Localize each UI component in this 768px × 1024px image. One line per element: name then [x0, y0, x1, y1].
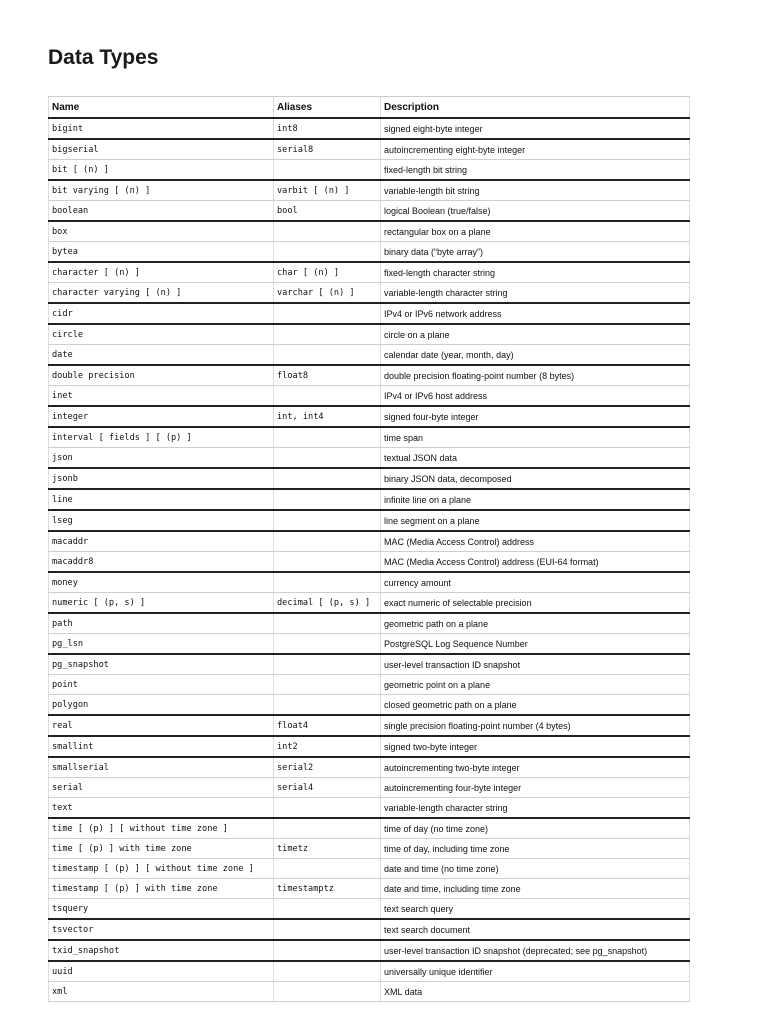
- type-alias-cell: [274, 634, 381, 655]
- type-alias-cell: int2: [274, 736, 381, 757]
- type-alias-cell: [274, 695, 381, 716]
- type-alias-cell: [274, 221, 381, 242]
- type-name-cell: interval [ fields ] [ (p) ]: [49, 427, 274, 448]
- table-row: [49, 572, 690, 593]
- table-row: [49, 940, 690, 961]
- type-alias-cell: char [ (n) ]: [274, 262, 381, 283]
- type-name-cell: txid_snapshot: [49, 940, 274, 961]
- type-alias-cell: [274, 675, 381, 695]
- type-description-cell: date and time, including time zone: [381, 879, 690, 899]
- type-name-cell: macaddr: [49, 531, 274, 552]
- table-row: [49, 303, 690, 324]
- type-alias-cell: [274, 919, 381, 940]
- type-name-cell: real: [49, 715, 274, 736]
- table-row: [49, 201, 690, 222]
- type-description-cell: fixed-length bit string: [381, 160, 690, 181]
- type-alias-cell: varchar [ (n) ]: [274, 283, 381, 304]
- type-description-cell: single precision floating-point number (4 bytes): [381, 715, 690, 736]
- table-row: [49, 736, 690, 757]
- type-description-cell: exact numeric of selectable precision: [381, 593, 690, 614]
- table-row: [49, 448, 690, 469]
- type-name-cell: line: [49, 489, 274, 510]
- table-row: [49, 695, 690, 716]
- type-name-cell: character varying [ (n) ]: [49, 283, 274, 304]
- type-name-cell: time [ (p) ] [ without time zone ]: [49, 818, 274, 839]
- table-row: [49, 899, 690, 920]
- table-row: [49, 427, 690, 448]
- type-description-cell: autoincrementing eight-byte integer: [381, 139, 690, 160]
- type-description-cell: time span: [381, 427, 690, 448]
- table-row: [49, 531, 690, 552]
- type-name-cell: date: [49, 345, 274, 366]
- type-alias-cell: [274, 386, 381, 407]
- type-alias-cell: [274, 859, 381, 879]
- table-row: [49, 778, 690, 798]
- type-alias-cell: serial4: [274, 778, 381, 798]
- table-row: [49, 982, 690, 1002]
- type-name-cell: character [ (n) ]: [49, 262, 274, 283]
- type-name-cell: box: [49, 221, 274, 242]
- table-row: [49, 160, 690, 181]
- table-row: [49, 345, 690, 366]
- type-name-cell: numeric [ (p, s) ]: [49, 593, 274, 614]
- table-row: [49, 961, 690, 982]
- type-description-cell: binary data (“byte array”): [381, 242, 690, 263]
- type-alias-cell: [274, 427, 381, 448]
- table-header: [49, 97, 690, 119]
- type-description-cell: user-level transaction ID snapshot (deprecated; see pg_snapshot): [381, 940, 690, 961]
- type-name-cell: path: [49, 613, 274, 634]
- data-types-table: [48, 96, 690, 1002]
- table-row: [49, 510, 690, 531]
- type-alias-cell: timestamptz: [274, 879, 381, 899]
- type-alias-cell: decimal [ (p, s) ]: [274, 593, 381, 614]
- type-description-cell: closed geometric path on a plane: [381, 695, 690, 716]
- type-description-cell: line segment on a plane: [381, 510, 690, 531]
- type-description-cell: PostgreSQL Log Sequence Number: [381, 634, 690, 655]
- type-description-cell: calendar date (year, month, day): [381, 345, 690, 366]
- type-name-cell: point: [49, 675, 274, 695]
- type-description-cell: signed four-byte integer: [381, 406, 690, 427]
- type-alias-cell: [274, 160, 381, 181]
- type-description-cell: geometric path on a plane: [381, 613, 690, 634]
- type-name-cell: time [ (p) ] with time zone: [49, 839, 274, 859]
- table-row: [49, 859, 690, 879]
- type-alias-cell: [274, 510, 381, 531]
- type-description-cell: MAC (Media Access Control) address: [381, 531, 690, 552]
- table-row: [49, 324, 690, 345]
- table-row: [49, 715, 690, 736]
- type-description-cell: fixed-length character string: [381, 262, 690, 283]
- type-description-cell: logical Boolean (true/false): [381, 201, 690, 222]
- type-alias-cell: [274, 961, 381, 982]
- type-name-cell: json: [49, 448, 274, 469]
- type-alias-cell: float4: [274, 715, 381, 736]
- type-name-cell: timestamp [ (p) ] [ without time zone ]: [49, 859, 274, 879]
- type-description-cell: text search document: [381, 919, 690, 940]
- type-alias-cell: varbit [ (n) ]: [274, 180, 381, 201]
- type-alias-cell: float8: [274, 365, 381, 386]
- header-row: [49, 97, 690, 119]
- type-name-cell: polygon: [49, 695, 274, 716]
- type-name-cell: bit varying [ (n) ]: [49, 180, 274, 201]
- type-description-cell: circle on a plane: [381, 324, 690, 345]
- type-alias-cell: [274, 818, 381, 839]
- type-name-cell: macaddr8: [49, 552, 274, 573]
- type-alias-cell: [274, 531, 381, 552]
- type-description-cell: geometric point on a plane: [381, 675, 690, 695]
- type-name-cell: double precision: [49, 365, 274, 386]
- type-name-cell: xml: [49, 982, 274, 1002]
- type-description-cell: text search query: [381, 899, 690, 920]
- type-alias-cell: serial2: [274, 757, 381, 778]
- type-description-cell: double precision floating-point number (8 bytes): [381, 365, 690, 386]
- type-name-cell: uuid: [49, 961, 274, 982]
- column-header-aliases: Aliases: [274, 97, 381, 119]
- type-description-cell: variable-length bit string: [381, 180, 690, 201]
- type-description-cell: date and time (no time zone): [381, 859, 690, 879]
- type-alias-cell: [274, 468, 381, 489]
- column-header-name: Name: [49, 97, 274, 119]
- table-row: [49, 675, 690, 695]
- type-alias-cell: bool: [274, 201, 381, 222]
- type-alias-cell: [274, 489, 381, 510]
- table-row: [49, 242, 690, 263]
- type-name-cell: money: [49, 572, 274, 593]
- type-alias-cell: serial8: [274, 139, 381, 160]
- type-description-cell: MAC (Media Access Control) address (EUI-64 format): [381, 552, 690, 573]
- type-description-cell: textual JSON data: [381, 448, 690, 469]
- type-description-cell: autoincrementing two-byte integer: [381, 757, 690, 778]
- table-row: [49, 468, 690, 489]
- table-body: [49, 118, 690, 1002]
- type-alias-cell: [274, 899, 381, 920]
- type-description-cell: autoincrementing four-byte integer: [381, 778, 690, 798]
- type-name-cell: pg_snapshot: [49, 654, 274, 675]
- type-name-cell: lseg: [49, 510, 274, 531]
- type-description-cell: signed eight-byte integer: [381, 118, 690, 139]
- table-row: [49, 139, 690, 160]
- type-name-cell: timestamp [ (p) ] with time zone: [49, 879, 274, 899]
- type-name-cell: tsquery: [49, 899, 274, 920]
- type-description-cell: currency amount: [381, 572, 690, 593]
- type-description-cell: binary JSON data, decomposed: [381, 468, 690, 489]
- type-alias-cell: [274, 448, 381, 469]
- type-name-cell: smallserial: [49, 757, 274, 778]
- type-description-cell: XML data: [381, 982, 690, 1002]
- type-alias-cell: timetz: [274, 839, 381, 859]
- type-alias-cell: [274, 940, 381, 961]
- table-row: [49, 613, 690, 634]
- table-row: [49, 262, 690, 283]
- type-alias-cell: int8: [274, 118, 381, 139]
- type-name-cell: boolean: [49, 201, 274, 222]
- type-name-cell: bigint: [49, 118, 274, 139]
- type-alias-cell: [274, 572, 381, 593]
- type-description-cell: signed two-byte integer: [381, 736, 690, 757]
- type-alias-cell: [274, 798, 381, 819]
- type-name-cell: serial: [49, 778, 274, 798]
- type-name-cell: bytea: [49, 242, 274, 263]
- type-description-cell: variable-length character string: [381, 798, 690, 819]
- table-row: [49, 919, 690, 940]
- type-alias-cell: [274, 982, 381, 1002]
- type-name-cell: inet: [49, 386, 274, 407]
- table-row: [49, 634, 690, 655]
- table-row: [49, 489, 690, 510]
- table-row: [49, 593, 690, 614]
- table-row: [49, 757, 690, 778]
- type-description-cell: infinite line on a plane: [381, 489, 690, 510]
- type-alias-cell: [274, 324, 381, 345]
- table-row: [49, 118, 690, 139]
- type-alias-cell: int, int4: [274, 406, 381, 427]
- table-row: [49, 839, 690, 859]
- type-name-cell: circle: [49, 324, 274, 345]
- type-description-cell: IPv4 or IPv6 host address: [381, 386, 690, 407]
- type-alias-cell: [274, 345, 381, 366]
- table-row: [49, 818, 690, 839]
- type-description-cell: variable-length character string: [381, 283, 690, 304]
- type-alias-cell: [274, 552, 381, 573]
- type-name-cell: bigserial: [49, 139, 274, 160]
- table-row: [49, 221, 690, 242]
- type-alias-cell: [274, 242, 381, 263]
- table-row: [49, 365, 690, 386]
- type-name-cell: tsvector: [49, 919, 274, 940]
- table-row: [49, 654, 690, 675]
- table-row: [49, 386, 690, 407]
- type-alias-cell: [274, 654, 381, 675]
- type-description-cell: user-level transaction ID snapshot: [381, 654, 690, 675]
- type-name-cell: smallint: [49, 736, 274, 757]
- type-name-cell: pg_lsn: [49, 634, 274, 655]
- table-row: [49, 180, 690, 201]
- table-row: [49, 406, 690, 427]
- type-name-cell: jsonb: [49, 468, 274, 489]
- type-description-cell: universally unique identifier: [381, 961, 690, 982]
- type-alias-cell: [274, 613, 381, 634]
- type-description-cell: IPv4 or IPv6 network address: [381, 303, 690, 324]
- column-header-description: Description: [381, 97, 690, 119]
- table-row: [49, 798, 690, 819]
- type-alias-cell: [274, 303, 381, 324]
- type-name-cell: integer: [49, 406, 274, 427]
- type-name-cell: bit [ (n) ]: [49, 160, 274, 181]
- type-description-cell: rectangular box on a plane: [381, 221, 690, 242]
- table-row: [49, 879, 690, 899]
- type-name-cell: cidr: [49, 303, 274, 324]
- table-row: [49, 552, 690, 573]
- type-description-cell: time of day, including time zone: [381, 839, 690, 859]
- table-row: [49, 283, 690, 304]
- type-description-cell: time of day (no time zone): [381, 818, 690, 839]
- type-name-cell: text: [49, 798, 274, 819]
- page-title: Data Types: [48, 46, 159, 69]
